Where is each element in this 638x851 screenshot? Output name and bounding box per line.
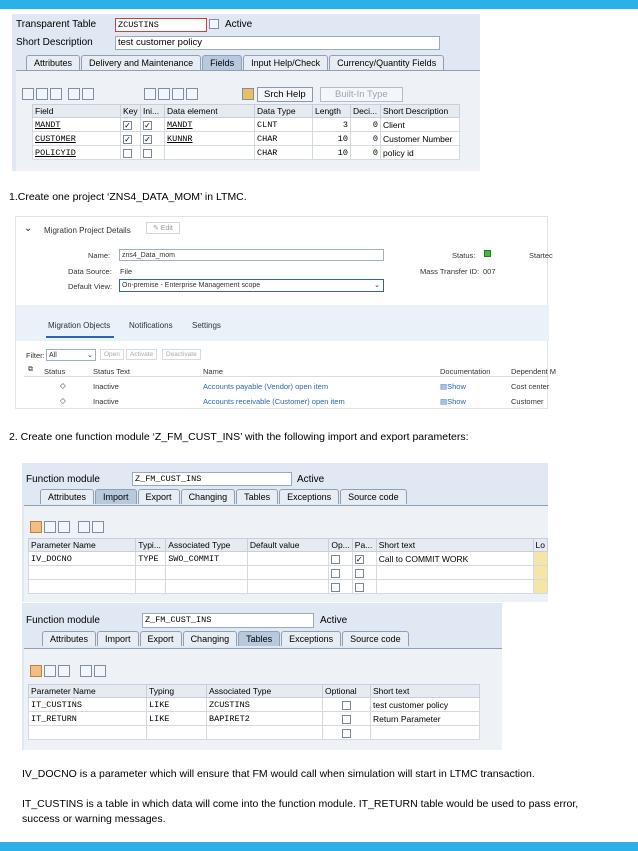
toolbar-icon[interactable] [36,88,48,100]
optional-checkbox[interactable] [342,715,351,724]
fields-table [32,104,460,160]
col-ini: Ini... [141,105,165,118]
tab-exceptions[interactable]: Exceptions [281,631,341,646]
name-input[interactable]: zns4_Data_mom [119,249,384,261]
col-key: Key [121,105,141,118]
table-header [29,685,480,698]
tab-currency[interactable]: Currency/Quantity Fields [329,55,444,70]
tab-attributes[interactable]: Attributes [26,55,80,70]
tab-settings[interactable]: Settings [192,321,221,330]
chevron-down-icon[interactable]: ⌄ [24,223,33,234]
optional-checkbox[interactable] [331,583,340,592]
function-module-label: Function module [26,615,100,626]
toolbar-icon[interactable] [144,88,156,100]
tab-attributes[interactable]: Attributes [42,631,96,646]
pencil-icon[interactable] [242,88,254,100]
step2-text: 2. Create one function module ‘Z_FM_CUST_INS’ with the following import and export parameters: [9,431,469,443]
col-status: Status [44,367,66,376]
col-documentation: Documentation [440,367,491,376]
ini-checkbox[interactable] [143,149,152,158]
section-header: Migration Project Details [44,226,131,235]
default-view-value: On-premise - Enterprise Management scope [122,282,261,289]
col-dependent: Dependent M [511,367,557,376]
toolbar-icon[interactable] [50,88,62,100]
col-length: Length [313,105,351,118]
paste-icon[interactable] [58,665,70,677]
tab-changing[interactable]: Changing [183,631,238,646]
key-checkbox[interactable]: ✓ [124,134,131,144]
copy-icon[interactable] [209,19,219,29]
row1-name-link[interactable]: Accounts payable (Vendor) open item [203,382,329,391]
pass-value-checkbox[interactable] [355,583,364,592]
delete-row-icon[interactable] [92,521,104,533]
long-text-button[interactable] [533,552,547,566]
tab-export[interactable]: Export [138,489,180,504]
fm-status: Active [297,474,325,485]
col-data-type: Data Type [255,105,313,118]
col-short-text: Short text [371,685,480,698]
col-name: Name [203,367,224,376]
pencil-icon: ✎ [153,225,161,232]
cut-icon[interactable] [30,521,42,533]
ini-checkbox[interactable]: ✓ [144,134,151,144]
col-long-text: Lo [533,539,547,552]
status-label: Status: [452,251,476,260]
col-field: Field [33,105,121,118]
key-checkbox[interactable]: ✓ [124,120,131,130]
optional-checkbox[interactable] [331,555,340,564]
short-description-label: Short Description [16,37,93,48]
row2-name-link[interactable]: Accounts receivable (Customer) open item [203,397,345,406]
table-row[interactable]: MANDT ✓ ✓ MANDT CLNT 3 0 Client [33,118,460,132]
tab-source-code[interactable]: Source code [340,489,407,504]
table-header [33,105,460,118]
open-button[interactable]: Open [100,349,124,360]
pass-value-checkbox[interactable] [355,569,364,578]
copy-icon[interactable] [44,665,56,677]
table-status: Active [225,19,253,30]
default-view-select[interactable] [119,279,384,292]
tab-tables[interactable]: Tables [236,489,278,504]
table-row[interactable]: IT_CUSTINS LIKE ZCUSTINS test customer policy [29,698,480,712]
insert-row-icon[interactable] [80,665,92,677]
tab-tables[interactable]: Tables [238,631,280,646]
iv-docno-paragraph: IV_DOCNO is a parameter which will ensure that FM would call when simulation will start in LTMC transaction. [22,768,535,780]
col-status-text: Status Text [93,367,130,376]
it-custins-paragraph: IT_CUSTINS is a table in which data will come into the function module. IT_RETURN table would be used to pass error, [22,798,579,810]
tab-exceptions[interactable]: Exceptions [279,489,339,504]
tab-migration-objects[interactable]: Migration Objects [48,321,111,330]
fm-tabs [42,631,410,646]
inactive-icon: ◇ [60,396,66,405]
row2-dependent: Customer [511,397,544,406]
table-row[interactable]: IT_RETURN LIKE BAPIRET2 Return Parameter [29,712,480,726]
edit-label: Edit [160,225,173,232]
toolbar-icon[interactable] [186,88,198,100]
row1-status-text: Inactive [93,382,119,391]
col-short-description: Short Description [381,105,460,118]
toolbar-icon[interactable] [158,88,170,100]
tab-source-code[interactable]: Source code [342,631,409,646]
fm-tabs [40,489,408,504]
optional-checkbox[interactable] [331,569,340,578]
col-typing: Typi... [136,539,166,552]
row1-show-link[interactable] [440,382,466,391]
optional-checkbox[interactable] [342,729,351,738]
col-associated-type: Associated Type [166,539,248,552]
cut-icon[interactable] [30,665,42,677]
show-label: Show [447,382,466,391]
row2-show-link[interactable] [440,397,466,406]
mass-transfer-value: 007 [483,267,496,276]
table-row[interactable]: CUSTOMER ✓ ✓ KUNNR CHAR 10 0 Customer Number [33,132,460,146]
chevron-down-icon: ⌄ [374,282,380,289]
col-short-text: Short text [376,539,533,552]
paste-icon[interactable] [58,521,70,533]
data-source-value: File [120,267,133,276]
table-header [29,539,548,552]
tab-notifications[interactable]: Notifications [129,321,173,330]
show-label: Show [447,397,466,406]
step1-text: 1.Create one project ‘ZNS4_DATA_MOM’ in LTMC. [9,191,247,203]
table-name-field[interactable]: ZCUSTINS [115,18,207,32]
col-associated-type: Associated Type [207,685,323,698]
built-in-type-button[interactable]: Built-In Type [320,87,403,102]
long-text-button[interactable] [533,580,547,594]
filter-value: All [49,352,57,359]
chevron-down-icon: ⌄ [87,352,93,359]
tab-import[interactable]: Import [95,489,137,504]
col-optional: Optional [323,685,371,698]
col-parameter-name: Parameter Name [29,539,136,552]
table-tabs [26,55,445,70]
transparent-table-label: Transparent Table [16,19,97,30]
bottom-accent-bar [0,842,638,851]
table-row[interactable] [29,566,548,580]
fm-status: Active [320,615,348,626]
table-row[interactable] [29,726,480,740]
started-text: Startec [529,251,553,260]
row1-dependent: Cost center [511,382,550,391]
tab-input-help[interactable]: Input Help/Check [243,55,328,70]
table-row[interactable]: IV_DOCNO TYPE SWO_COMMIT ✓ Call to COMMIT WORK [29,552,548,566]
tab-import[interactable]: Import [97,631,139,646]
long-text-button[interactable] [533,566,547,580]
it-custins-paragraph-cont: success or warning messages. [22,813,166,825]
col-typing: Typing [147,685,207,698]
active-tab-underline [46,336,114,338]
col-data-element: Data element [165,105,255,118]
settings-icon[interactable]: ⧉ [28,366,33,373]
toolbar-icon[interactable] [22,88,34,100]
copy-icon[interactable] [44,521,56,533]
import-params-table [28,538,548,594]
col-default-value: Default value [247,539,328,552]
deactivate-button[interactable]: Deactivate [162,349,201,360]
data-source-label: Data Source: [68,267,112,276]
tab-attributes[interactable]: Attributes [40,489,94,504]
filter-label: Filter: [26,351,45,360]
tab-fields[interactable]: Fields [202,55,242,70]
ltmc-project-screenshot [15,216,557,409]
optional-checkbox[interactable] [342,701,351,710]
pass-value-checkbox[interactable]: ✓ [355,554,363,564]
row2-status-text: Inactive [93,397,119,406]
tab-export[interactable]: Export [140,631,182,646]
default-view-label: Default View: [68,282,113,291]
table-row[interactable] [29,580,548,594]
ini-checkbox[interactable]: ✓ [144,120,151,130]
col-parameter-name: Parameter Name [29,685,147,698]
top-accent-bar [0,0,638,9]
document-icon: ▤ [440,382,448,391]
insert-row-icon[interactable] [78,521,90,533]
key-checkbox[interactable] [123,149,132,158]
col-deci: Deci... [351,105,381,118]
fm-tables-screenshot [22,603,502,750]
search-help-button[interactable]: Srch Help [257,87,313,102]
mass-transfer-label: Mass Transfer ID: [420,267,480,276]
filter-select[interactable] [46,349,96,361]
col-optional: Op... [329,539,352,552]
delete-row-icon[interactable] [94,665,106,677]
toolbar-icon[interactable] [172,88,184,100]
status-indicator [484,250,491,257]
table-definition-screenshot [12,14,480,171]
short-description-field[interactable]: test customer policy [115,36,440,50]
inactive-icon: ◇ [60,381,66,390]
fm-import-screenshot [22,463,548,602]
function-module-field[interactable]: Z_FM_CUST_INS [132,472,292,486]
toolbar-icon[interactable] [82,88,94,100]
toolbar-icon[interactable] [68,88,80,100]
function-module-field[interactable]: Z_FM_CUST_INS [142,613,314,628]
tables-params-table [28,684,480,740]
edit-button[interactable] [146,222,180,234]
activate-button[interactable]: Activate [126,349,157,360]
tab-delivery[interactable]: Delivery and Maintenance [81,55,201,70]
tab-changing[interactable]: Changing [181,489,236,504]
name-label: Name: [88,251,111,260]
table-row[interactable]: POLICYID CHAR 10 0 policy id [33,146,460,160]
col-pass-value: Pa... [352,539,376,552]
document-icon: ▤ [440,397,448,406]
function-module-label: Function module [26,474,100,485]
